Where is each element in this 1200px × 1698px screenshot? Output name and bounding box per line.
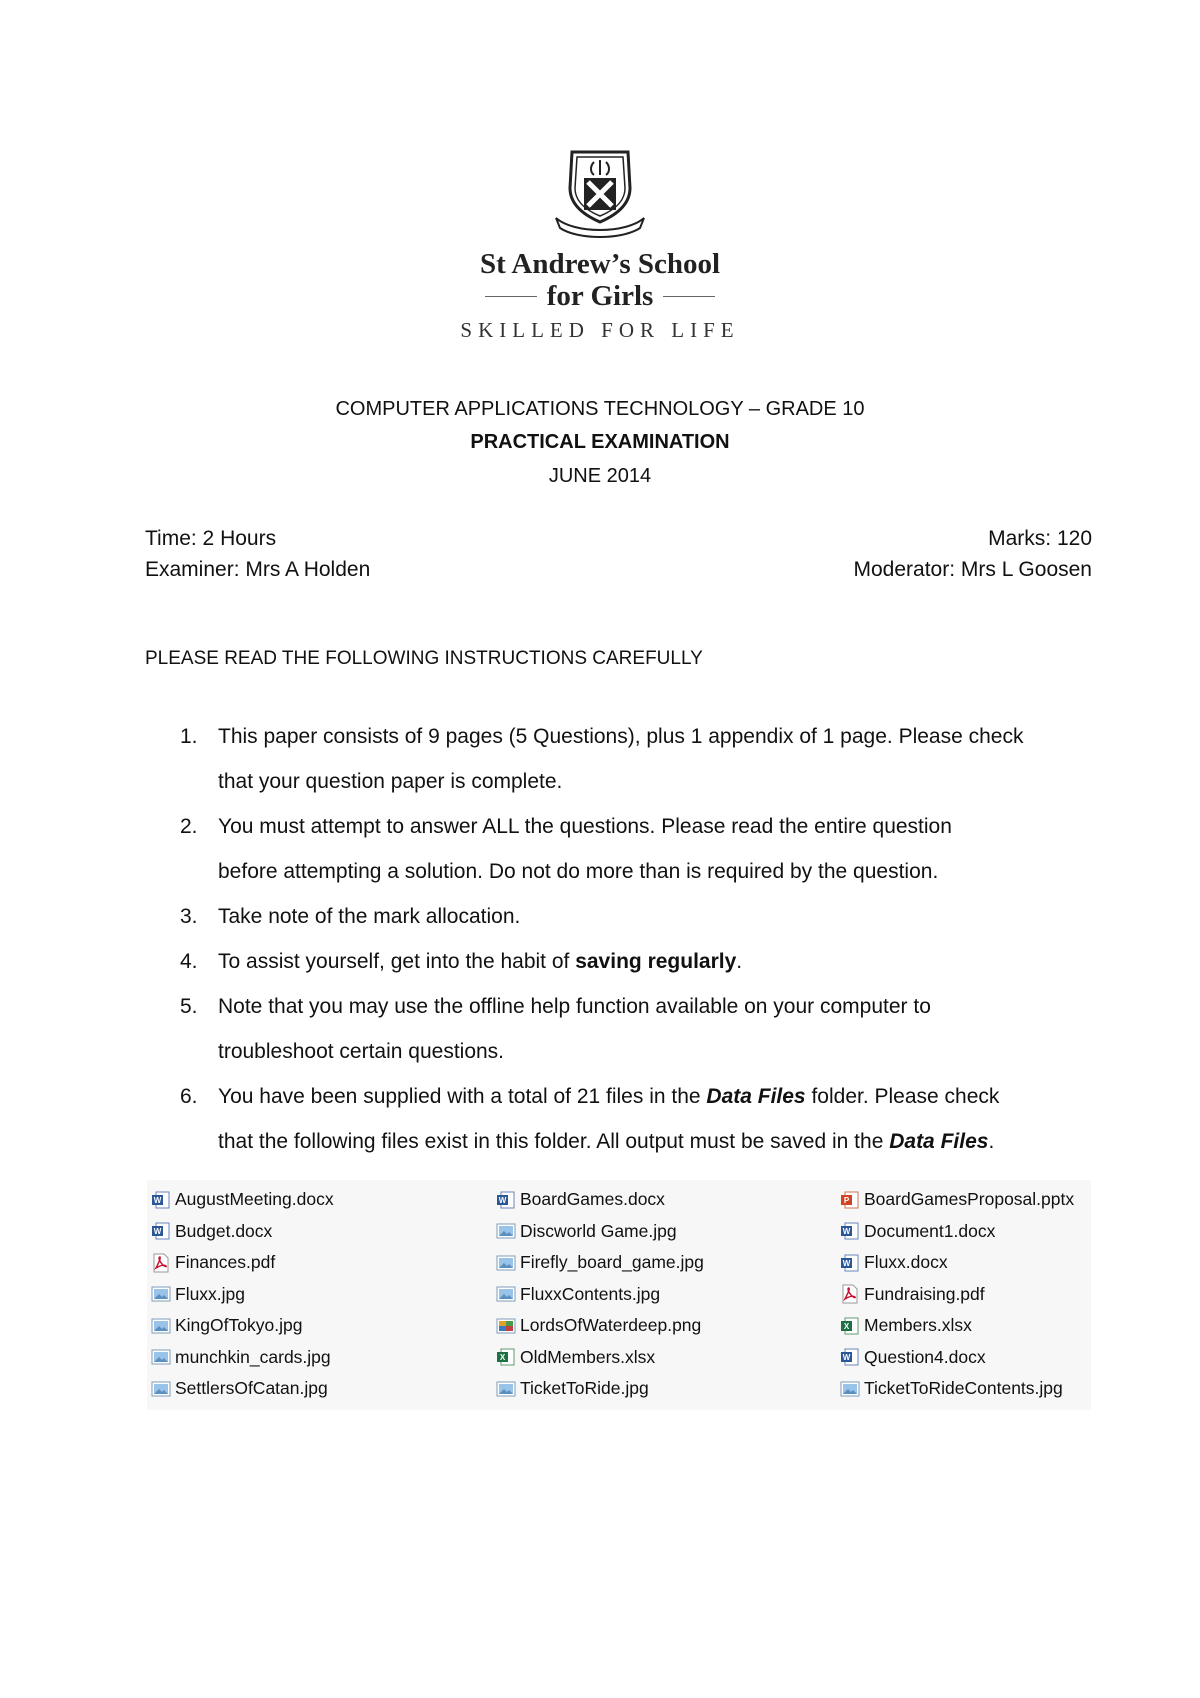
file-item[interactable] bbox=[496, 1373, 704, 1405]
list-item bbox=[180, 939, 1080, 984]
file-item[interactable] bbox=[496, 1310, 704, 1342]
image-icon bbox=[496, 1221, 516, 1241]
file-name: Discworld Game.jpg bbox=[520, 1220, 677, 1241]
item-line: To assist yourself, get into the habit of bbox=[218, 950, 576, 973]
file-item[interactable] bbox=[840, 1184, 1074, 1216]
school-name-sub bbox=[430, 280, 770, 312]
file-name: FluxxContents.jpg bbox=[520, 1283, 661, 1304]
file-item[interactable] bbox=[151, 1279, 334, 1311]
divider bbox=[485, 296, 537, 297]
item-number: 1. bbox=[180, 725, 198, 748]
file-item[interactable] bbox=[840, 1342, 1074, 1374]
svg-text:W: W bbox=[842, 1227, 851, 1237]
item-line: that your question paper is complete. bbox=[218, 770, 563, 793]
school-crest-icon bbox=[550, 148, 650, 240]
file-name: Document1.docx bbox=[864, 1220, 996, 1241]
image-icon bbox=[151, 1316, 171, 1336]
image-icon bbox=[840, 1379, 860, 1399]
file-item[interactable] bbox=[151, 1247, 334, 1279]
school-name: St Andrew’s School bbox=[479, 248, 721, 280]
file-item[interactable] bbox=[840, 1279, 1074, 1311]
file-item[interactable] bbox=[151, 1310, 334, 1342]
file-item[interactable] bbox=[496, 1216, 704, 1248]
item-line: troubleshoot certain questions. bbox=[218, 1040, 505, 1063]
word-icon bbox=[151, 1190, 171, 1210]
item-line: This paper consists of 9 pages (5 Questions), plus 1 appendix of 1 page. Please check bbox=[218, 725, 1024, 748]
file-column bbox=[496, 1184, 704, 1405]
file-column bbox=[151, 1184, 334, 1405]
excel-icon bbox=[840, 1316, 860, 1336]
pdf-icon bbox=[151, 1253, 171, 1273]
item-text bbox=[218, 714, 1080, 804]
file-item[interactable] bbox=[496, 1184, 704, 1216]
item-text bbox=[218, 804, 1080, 894]
school-name-line2: for Girls bbox=[546, 280, 654, 312]
file-name: Fundraising.pdf bbox=[864, 1283, 985, 1304]
file-name: KingOfTokyo.jpg bbox=[175, 1315, 303, 1336]
png-icon bbox=[496, 1316, 516, 1336]
file-item[interactable] bbox=[151, 1342, 334, 1374]
svg-text:W: W bbox=[153, 1195, 162, 1205]
file-name: OldMembers.xlsx bbox=[520, 1346, 656, 1367]
word-icon bbox=[840, 1221, 860, 1241]
svg-text:W: W bbox=[842, 1353, 851, 1363]
file-listing bbox=[147, 1180, 1091, 1410]
item-line: that the following files exist in this folder. All output must be saved in the bbox=[218, 1130, 890, 1153]
image-icon bbox=[151, 1379, 171, 1399]
divider bbox=[663, 296, 715, 297]
file-name: BoardGamesProposal.pptx bbox=[864, 1189, 1075, 1210]
file-item[interactable] bbox=[840, 1310, 1074, 1342]
file-item[interactable] bbox=[496, 1342, 704, 1374]
moderator: Moderator: Mrs L Goosen bbox=[853, 558, 1092, 581]
svg-text:P: P bbox=[843, 1195, 850, 1205]
file-item[interactable] bbox=[840, 1373, 1074, 1405]
item-number: 3. bbox=[180, 905, 198, 928]
word-icon bbox=[840, 1347, 860, 1367]
svg-text:W: W bbox=[842, 1258, 851, 1268]
file-item[interactable] bbox=[151, 1216, 334, 1248]
item-number: 4. bbox=[180, 950, 198, 973]
item-line: . bbox=[988, 1130, 995, 1153]
file-name: Members.xlsx bbox=[864, 1315, 972, 1336]
list-item bbox=[180, 984, 1080, 1074]
exam-heading: PRACTICAL EXAMINATION bbox=[470, 431, 730, 453]
subject-heading: COMPUTER APPLICATIONS TECHNOLOGY – GRADE 10 bbox=[335, 398, 865, 420]
item-line: . bbox=[736, 950, 743, 973]
emphasis-text: saving regularly bbox=[575, 950, 737, 973]
item-text: Take note of the mark allocation. bbox=[218, 905, 521, 928]
svg-text:W: W bbox=[153, 1227, 162, 1237]
powerpoint-icon bbox=[840, 1190, 860, 1210]
image-icon bbox=[496, 1284, 516, 1304]
file-name: Firefly_board_game.jpg bbox=[520, 1252, 704, 1273]
item-number: 5. bbox=[180, 995, 198, 1018]
instructions-list bbox=[180, 714, 1080, 1164]
svg-text:X: X bbox=[499, 1353, 506, 1363]
instructions-title: PLEASE READ THE FOLLOWING INSTRUCTIONS CAREFULLY bbox=[145, 648, 703, 669]
image-icon bbox=[151, 1284, 171, 1304]
school-logo bbox=[430, 148, 770, 343]
file-column bbox=[840, 1184, 1074, 1405]
file-name: Question4.docx bbox=[864, 1346, 986, 1367]
emphasis-text: Data Files bbox=[706, 1085, 806, 1108]
svg-text:W: W bbox=[498, 1195, 507, 1205]
file-name: TicketToRideContents.jpg bbox=[864, 1378, 1063, 1399]
pdf-icon bbox=[840, 1284, 860, 1304]
school-motto: SKILLED FOR LIFE bbox=[460, 318, 740, 342]
item-line: You must attempt to answer ALL the questions. Please read the entire question bbox=[218, 815, 952, 838]
item-text bbox=[218, 984, 1080, 1074]
item-line: Note that you may use the offline help function available on your computer to bbox=[218, 995, 931, 1018]
examiner: Examiner: Mrs A Holden bbox=[145, 558, 371, 581]
word-icon bbox=[496, 1190, 516, 1210]
image-icon bbox=[496, 1379, 516, 1399]
list-item bbox=[180, 1074, 1080, 1164]
file-item[interactable] bbox=[840, 1216, 1074, 1248]
item-line: before attempting a solution. Do not do more than is required by the question. bbox=[218, 860, 939, 883]
svg-text:X: X bbox=[843, 1321, 850, 1331]
file-name: Budget.docx bbox=[175, 1220, 273, 1241]
file-name: Fluxx.docx bbox=[864, 1252, 948, 1273]
file-name: BoardGames.docx bbox=[520, 1189, 665, 1210]
file-item[interactable] bbox=[840, 1247, 1074, 1279]
file-name: LordsOfWaterdeep.png bbox=[520, 1315, 702, 1336]
file-item[interactable] bbox=[151, 1184, 334, 1216]
file-name: munchkin_cards.jpg bbox=[175, 1346, 331, 1367]
list-item bbox=[180, 804, 1080, 894]
image-icon bbox=[151, 1347, 171, 1367]
item-text bbox=[218, 939, 1080, 984]
total-marks: Marks: 120 bbox=[988, 527, 1092, 550]
image-icon bbox=[496, 1253, 516, 1273]
file-item[interactable] bbox=[496, 1279, 704, 1311]
excel-icon bbox=[496, 1347, 516, 1367]
date-heading: JUNE 2014 bbox=[548, 465, 652, 487]
file-name: AugustMeeting.docx bbox=[175, 1189, 334, 1210]
file-item[interactable] bbox=[151, 1373, 334, 1405]
file-name: Fluxx.jpg bbox=[175, 1283, 246, 1304]
file-item[interactable] bbox=[496, 1247, 704, 1279]
item-line: You have been supplied with a total of 21 files in the bbox=[218, 1085, 707, 1108]
file-name: TicketToRide.jpg bbox=[520, 1378, 649, 1399]
emphasis-text: Data Files bbox=[889, 1130, 989, 1153]
list-item bbox=[180, 714, 1080, 804]
word-icon bbox=[151, 1221, 171, 1241]
list-item bbox=[180, 894, 1080, 939]
item-text bbox=[218, 1074, 1080, 1164]
file-name: Finances.pdf bbox=[175, 1252, 276, 1273]
file-name: SettlersOfCatan.jpg bbox=[175, 1378, 328, 1399]
item-line: folder. Please check bbox=[805, 1085, 1000, 1108]
item-number: 2. bbox=[180, 815, 198, 838]
time-allowed: Time: 2 Hours bbox=[145, 527, 277, 550]
item-number: 6. bbox=[180, 1085, 198, 1108]
word-icon bbox=[840, 1253, 860, 1273]
